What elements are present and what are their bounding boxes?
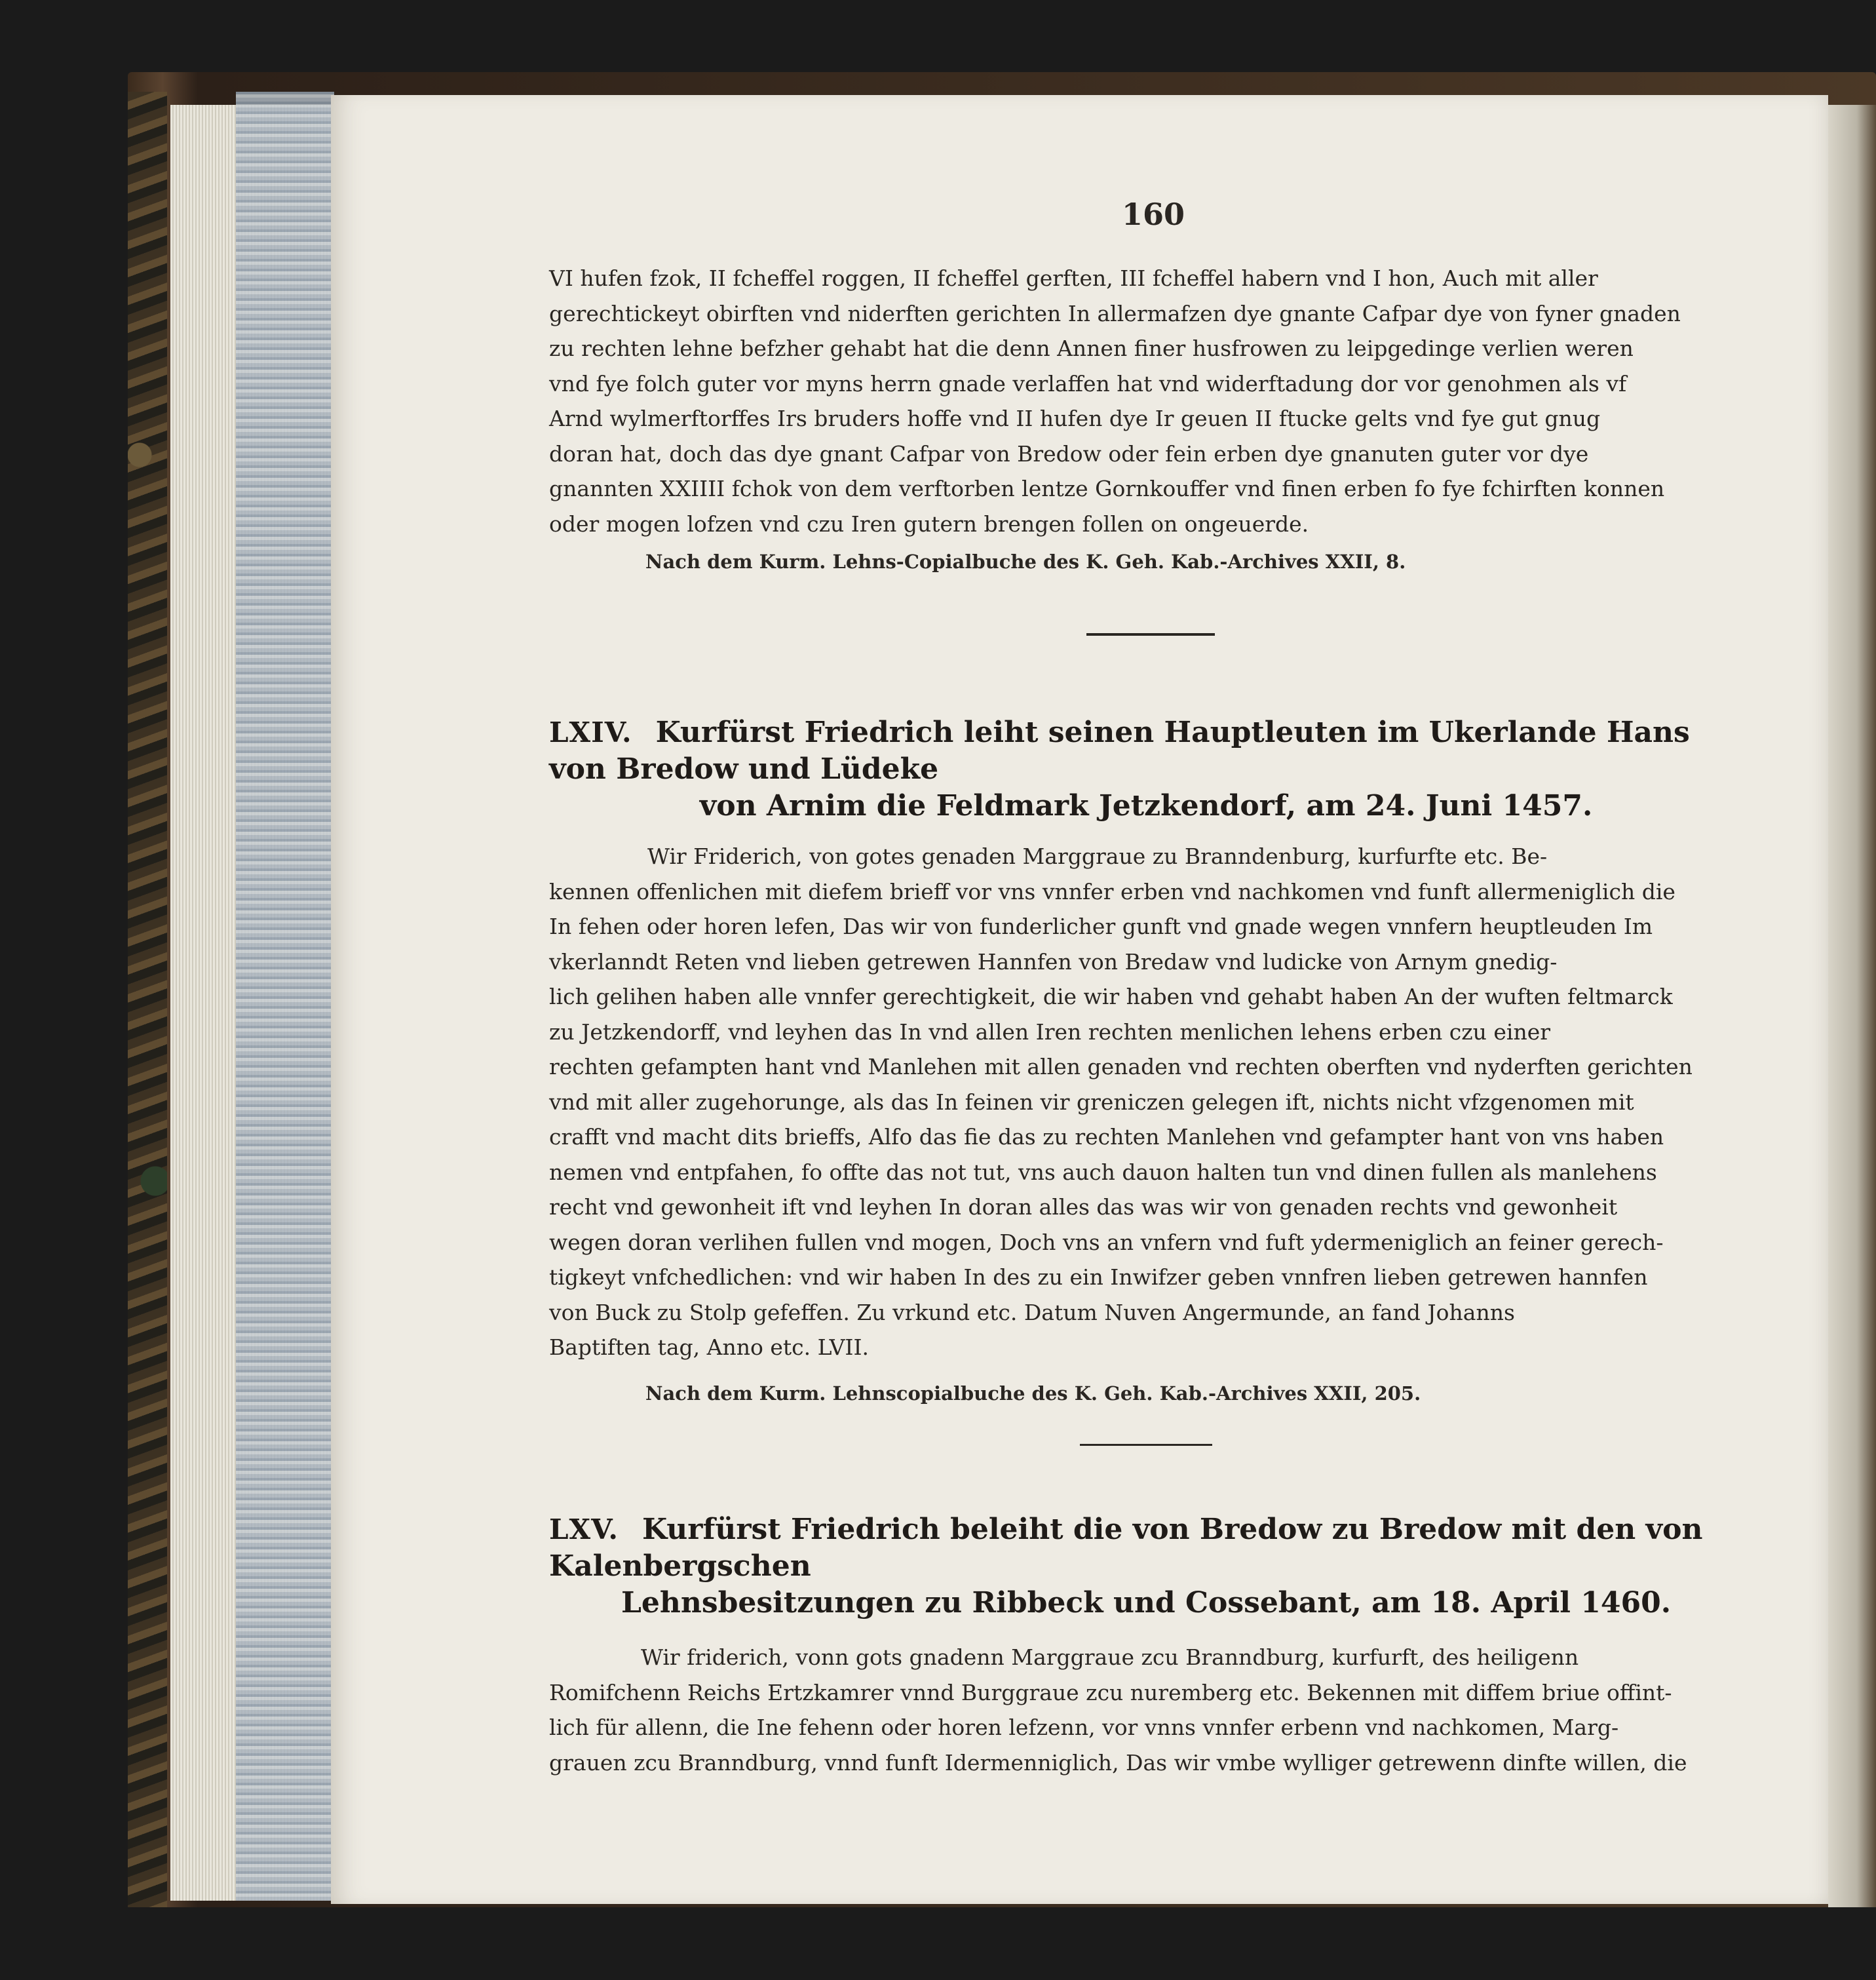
text-line: gerechtickeyt obirften vnd niderften gerichten In allermafzen dye gnante Cafpar dye von fyner gnaden: [549, 300, 1681, 326]
text-line: tigkeyt vnfchedlichen: vnd wir haben In des zu ein Inwifzer geben vnnfren lieben getrewen hannfen: [549, 1264, 1648, 1290]
section-title-line2: Lehnsbesitzungen zu Ribbeck und Cossebant, am 18. April 1460.: [621, 1586, 1672, 1620]
text-line: Wir friderich, vonn gots gnadenn Marggraue zcu Branndburg, kurfurft, des heiligenn: [641, 1644, 1579, 1670]
text-line: Romifchenn Reichs Ertzkamrer vnnd Burggraue zcu nuremberg etc. Bekennen mit diffem briue offint-: [549, 1679, 1672, 1705]
section-divider: [1080, 1444, 1212, 1446]
section-number: LXV.: [549, 1513, 619, 1545]
section-text: [549, 839, 1743, 1365]
section-divider: [1086, 633, 1215, 636]
section-65: [549, 1511, 1743, 1780]
right-page-edge: [1828, 105, 1876, 1907]
text-line: lich für allenn, die Ine fehenn oder horen lefzenn, vor vnns vnnfer erbenn vnd nachkomen, Marg-: [549, 1715, 1619, 1740]
text-line: grauen zcu Branndburg, vnnd funft Idermenniglich, Das wir vmbe wylliger getrewenn dinfte willen, die: [549, 1749, 1687, 1776]
text-line: VI hufen fzok, II fcheffel roggen, II fcheffel gerften, III fcheffel habern vnd I hon, Auch mit aller: [549, 265, 1598, 291]
marbled-edge: [128, 92, 167, 1907]
top-text: [549, 261, 1743, 541]
text-line: wegen doran verlihen fullen vnd mogen, Doch vns an vnfern vnd fuft ydermeniglich an feiner gerech-: [549, 1229, 1664, 1255]
section-title-line2: von Arnim die Feldmark Jetzkendorf, am 24. Juni 1457.: [699, 789, 1593, 823]
page-number: 160: [1121, 197, 1185, 232]
text-line: In fehen oder horen lefen, Das wir von funderlicher gunft vnd gnade wegen vnnfern heuptleuden Im: [549, 914, 1653, 939]
source-note: Nach dem Kurm. Lehns-Copialbuche des K. Geh. Kab.-Archives XXII, 8.: [645, 551, 1406, 573]
page-edge-sprinkle: [236, 92, 334, 1901]
top-section: [549, 261, 1743, 573]
section-number: LXIV.: [549, 716, 632, 748]
text-line: zu rechten lehne befzher gehabt hat die denn Annen finer husfrowen zu leipgedinge verlien weren: [549, 336, 1634, 361]
section-heading: [549, 714, 1743, 825]
text-line: rechten gefampten hant vnd Manlehen mit allen genaden vnd rechten oberften vnd nyderften gerichten: [549, 1054, 1693, 1079]
text-line: Arnd wylmerftorffes Irs bruders hoffe vnd II hufen dye Ir geuen II ftucke gelts vnd fye gut gnug: [549, 406, 1601, 431]
text-line: Baptiften tag, Anno etc. LVII.: [549, 1334, 869, 1360]
text-line: von Buck zu Stolp gefeffen. Zu vrkund etc. Datum Nuven Angermunde, an fand Johanns: [549, 1299, 1515, 1325]
text-line: nemen vnd entpfahen, fo offte das not tut, vns auch dauon halten tun vnd dinen fullen als manlehens: [549, 1159, 1657, 1185]
section-text: [549, 1640, 1743, 1780]
text-line: lich gelihen haben alle vnnfer gerechtigkeit, die wir haben vnd gehabt haben An der wuften feltmarck: [549, 984, 1673, 1009]
section-title-line1: Kurfürst Friedrich leiht seinen Hauptleuten im Ukerlande Hans von Bredow und Lüdeke: [549, 716, 1690, 786]
text-line: zu Jetzkendorff, vnd leyhen das In vnd allen Iren rechten menlichen lehens erben czu einer: [549, 1019, 1551, 1045]
source-note: Nach dem Kurm. Lehnscopialbuche des K. Geh. Kab.-Archives XXII, 205.: [645, 1382, 1421, 1405]
text-line: gnannten XXIIII fchok von dem verftorben lentze Gornkouffer vnd finen erben fo fye fchirften konnen: [549, 476, 1665, 501]
text-line: crafft vnd macht dits brieffs, Alfo das fie das zu rechten Manlehen vnd gefampter hant von vns haben: [549, 1124, 1664, 1150]
text-line: doran hat, doch das dye gnant Cafpar von Bredow oder fein erben dye gnanuten guter vor dye: [549, 440, 1589, 467]
text-line: vnd fye folch guter vor myns herrn gnade verlaffen hat vnd widerftadung dor vor genohmen als vf: [549, 370, 1627, 397]
section-heading: [549, 1511, 1743, 1621]
text-line: vkerlanndt Reten vnd lieben getrewen Hannfen von Bredaw vnd ludicke von Arnym gnedig-: [549, 948, 1558, 975]
text-line: oder mogen lofzen vnd czu Iren gutern brengen follen on ongeuerde.: [549, 511, 1309, 537]
text-line: Wir Friderich, von gotes genaden Marggraue zu Branndenburg, kurfurfte etc. Be-: [647, 844, 1548, 869]
text-line: kennen offenlichen mit diefem brieff vor vns vnnfer erben vnd nachkomen vnd funft allermeniglich die: [549, 878, 1675, 904]
text-line: vnd mit aller zugehorunge, als das In feinen vir greniczen gelegen ift, nichts nicht vfzgenomen mit: [549, 1089, 1634, 1115]
section-64: [549, 714, 1743, 1405]
section-title-line1: Kurfürst Friedrich beleiht die von Bredow zu Bredow mit den von Kalenbergschen: [549, 1513, 1703, 1583]
text-line: recht vnd gewonheit ift vnd leyhen In doran alles das was wir von genaden rechts vnd gewonheit: [549, 1194, 1618, 1220]
